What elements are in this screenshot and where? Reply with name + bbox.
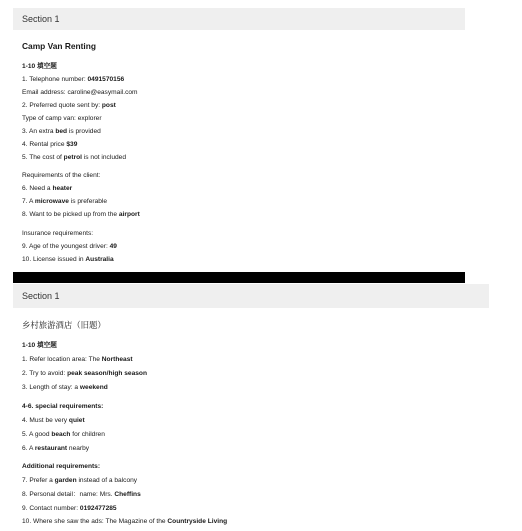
section-header (13, 284, 489, 308)
black-divider-bar (13, 272, 465, 283)
section-header-label: Section 1 (22, 14, 60, 24)
answer-item: 7. A microwave is preferable (22, 198, 108, 205)
answer-item: 7. Prefer a garden instead of a balcony (22, 477, 138, 484)
section-title: Camp Van Renting (22, 41, 96, 51)
answer-item: 2. Preferred quote sent by: post (22, 102, 116, 109)
answer-item: 2. Try to avoid: peak season/high season (22, 370, 147, 377)
answer-item: Email address: caroline@easymail.com (22, 89, 138, 96)
subsection-heading: Insurance requirements: (22, 230, 94, 237)
section-header (13, 8, 465, 30)
answer-item: 8. Personal detail：name: Mrs. Cheffins (22, 491, 141, 498)
subsection-heading: Requirements of the client: (22, 172, 101, 179)
section-header-label: Section 1 (22, 291, 60, 301)
section-title: 乡村旅游酒店（旧题） (22, 320, 106, 330)
answer-item: 10. License issued in Australia (22, 256, 114, 263)
question-range-heading: 1-10 填空题 (22, 63, 57, 70)
subsection-heading: Additional requirements: (22, 463, 101, 470)
answer-item: 9. Contact number: 0192477285 (22, 505, 117, 512)
subsection-heading: 4-6. special requirements: (22, 403, 104, 410)
answer-item: 3. Length of stay: a weekend (22, 384, 108, 391)
answer-item: 5. The cost of petrol is not included (22, 154, 126, 161)
answer-item: 9. Age of the youngest driver: 49 (22, 243, 117, 250)
answer-item: 5. A good beach for children (22, 431, 105, 438)
answer-item: 4. Rental price $39 (22, 141, 78, 148)
answer-item: 1. Refer location area: The Northeast (22, 356, 133, 363)
answer-item: 4. Must be very quiet (22, 417, 85, 424)
answer-item: 10. Where she saw the ads: The Magazine of the Countryside Living (22, 518, 228, 525)
answer-item: Type of camp van: explorer (22, 115, 102, 122)
answer-item: 8. Want to be picked up from the airport (22, 211, 140, 218)
answer-item: 6. A restaurant nearby (22, 445, 90, 452)
answer-item: 1. Telephone number: 0491570156 (22, 76, 125, 83)
answer-item: 3. An extra bed is provided (22, 128, 101, 135)
answer-item: 6. Need a heater (22, 185, 73, 192)
question-range-heading: 1-10 填空题 (22, 342, 57, 349)
